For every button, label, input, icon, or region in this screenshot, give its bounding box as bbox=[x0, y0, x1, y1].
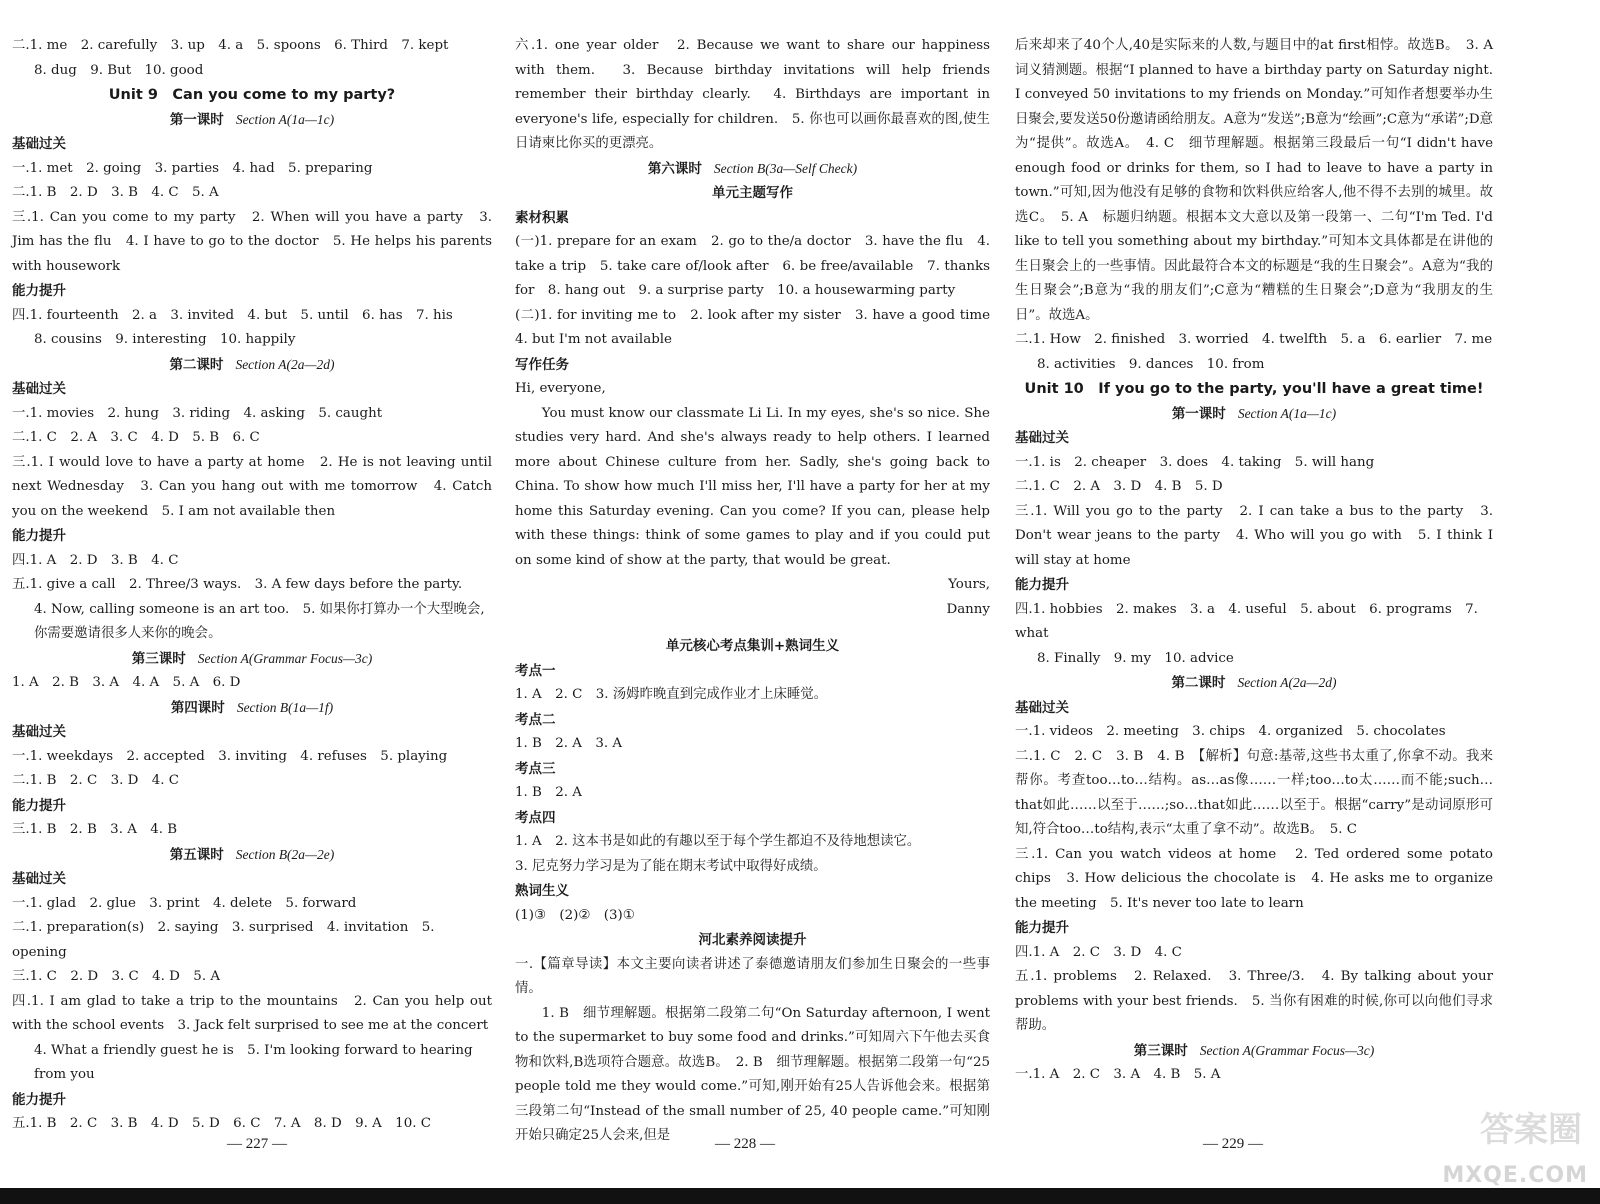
section-heading bbox=[1015, 916, 1493, 941]
line-text: 一.1. videos 2. meeting 3. chips 4. organized 5. chocolates bbox=[1015, 724, 1446, 739]
line-text: 四.1. A 2. D 3. B 4. C bbox=[12, 552, 179, 568]
answer-line bbox=[12, 598, 492, 647]
line-text: 能力提升 bbox=[1015, 920, 1069, 936]
answer-line bbox=[12, 769, 492, 794]
answer-line bbox=[12, 206, 492, 280]
line-text: 1. A 2. B 3. A 4. A 5. A 6. D bbox=[12, 675, 241, 690]
section-range: Section A(Grammar Focus—3c) bbox=[197, 650, 373, 666]
line-text: 3. 尼克努力学习是为了能在期末考试中取得好成绩。 bbox=[515, 858, 827, 874]
line-text: 第六课时 bbox=[647, 160, 702, 177]
answer-line bbox=[1015, 965, 1493, 1039]
line-text: 三.1. Can you come to my party 2. When will you have a party 3. Jim has the flu 4. I have to go to the doctor 5. He helps his parents with housework bbox=[12, 209, 492, 274]
answer-line bbox=[12, 990, 492, 1039]
section-heading bbox=[1015, 696, 1493, 721]
answer-line bbox=[515, 304, 1004, 353]
line-text: 一.1. glad 2. glue 3. print 4. delete 5. forward bbox=[12, 895, 357, 911]
answer-line bbox=[12, 892, 492, 917]
line-text: 河北素养阅读提升 bbox=[698, 932, 807, 948]
answer-line bbox=[515, 683, 990, 708]
section-heading bbox=[515, 928, 990, 953]
line-text: 二.1. preparation(s) 2. saying 3. surprised 4. invitation 5. opening bbox=[12, 920, 435, 960]
line-text: 四.1. fourteenth 2. a 3. invited 4. but 5. until 6. has 7. his bbox=[12, 307, 453, 323]
line-text: 基础过关 bbox=[12, 136, 66, 152]
line-text: 一.1. movies 2. hung 3. riding 4. asking 5. caught bbox=[12, 405, 383, 421]
answer-line bbox=[1015, 647, 1493, 672]
line-text: 基础过关 bbox=[12, 381, 66, 397]
answer-line bbox=[12, 34, 492, 59]
line-text: 能力提升 bbox=[12, 528, 66, 544]
column-left bbox=[12, 34, 492, 1137]
line-text: 二.1. C 2. A 3. C 4. D 5. B 6. C bbox=[12, 430, 260, 445]
answer-line bbox=[12, 402, 492, 427]
answer-line bbox=[1015, 475, 1493, 500]
page-number-228: — 228 — bbox=[715, 1136, 775, 1152]
lesson-heading bbox=[12, 647, 492, 672]
lesson-heading bbox=[515, 157, 990, 182]
answer-line bbox=[515, 781, 990, 806]
section-heading bbox=[515, 659, 990, 684]
answer-line bbox=[515, 953, 990, 1002]
answer-line bbox=[12, 59, 492, 84]
answer-line bbox=[12, 328, 492, 353]
line-text: 一.【篇章导读】本文主要向读者讲述了泰德邀请朋友们参加生日聚会的一些事情。 bbox=[515, 956, 990, 996]
watermark-logo bbox=[1403, 1110, 1588, 1188]
section-heading bbox=[12, 377, 492, 402]
page-number-227: — 227 — bbox=[227, 1136, 287, 1152]
answer-line bbox=[12, 965, 492, 990]
section-heading bbox=[1015, 573, 1493, 598]
unit-title bbox=[12, 83, 492, 108]
line-text: 四.1. I am glad to take a trip to the mountains 2. Can you help out with the school events 3. Jack felt surprised to see me at the concert bbox=[12, 993, 492, 1033]
paragraph bbox=[515, 1002, 990, 1149]
line-text: 二.1. me 2. carefully 3. up 4. a 5. spoons 6. Third 7. kept bbox=[12, 38, 449, 53]
line-text: 4. What a friendly guest he is 5. I'm looking forward to hearing from you bbox=[34, 1042, 473, 1082]
section-heading bbox=[12, 794, 492, 819]
line-text: 第三课时 bbox=[131, 650, 186, 667]
line-text: 三.1. B 2. B 3. A 4. B bbox=[12, 822, 178, 837]
answer-line bbox=[515, 904, 990, 929]
answer-line bbox=[515, 34, 990, 157]
line-text: (1)③ (2)② (3)① bbox=[515, 907, 635, 923]
section-heading bbox=[1015, 426, 1493, 451]
line-text: 第五课时 bbox=[169, 846, 224, 863]
line-text: 二.1. B 2. D 3. B 4. C 5. A bbox=[12, 185, 219, 200]
bottom-border bbox=[0, 1188, 1600, 1204]
column-middle bbox=[515, 34, 1004, 1149]
line-text: 素材积累 bbox=[515, 209, 569, 226]
answer-line bbox=[12, 304, 492, 329]
column-right bbox=[1015, 34, 1507, 1088]
signature-line bbox=[515, 598, 990, 623]
line-text: 第一课时 bbox=[1171, 405, 1226, 422]
line-text: Unit 9 Can you come to my party? bbox=[108, 87, 396, 103]
line-text: 基础过关 bbox=[12, 871, 66, 887]
line-text: 三.1. Can you watch videos at home 2. Ted ordered some potato chips 3. How delicious the chocolate is 4. He asks me to organize the meeting 5. It's never too late to learn bbox=[1015, 846, 1493, 911]
answer-line bbox=[515, 230, 990, 304]
section-heading bbox=[515, 206, 990, 231]
section-range: Section A(2a—2d) bbox=[1237, 675, 1337, 690]
line-text: 基础过关 bbox=[12, 724, 66, 740]
line-text: 五.1. problems 2. Relaxed. 3. Three/3. 4. By talking about your problems with your best friends. 5. 当你有困难的时候,你可以向他们寻求帮助。 bbox=[1015, 969, 1493, 1033]
section-heading bbox=[515, 634, 990, 659]
answer-line bbox=[12, 549, 492, 574]
section-heading bbox=[12, 524, 492, 549]
section-heading bbox=[12, 720, 492, 745]
line-text: 考点二 bbox=[515, 711, 556, 728]
lesson-heading bbox=[12, 696, 492, 721]
answer-line bbox=[12, 451, 492, 525]
unit-title bbox=[1015, 377, 1493, 402]
section-heading bbox=[515, 181, 990, 206]
line-text: 单元主题写作 bbox=[712, 185, 793, 201]
line-text: You must know our classmate Li Li. In my eyes, she's so nice. She studies very hard. And she's always ready to help others. I learned more about Chinese culture from her. Sadly, she's going back to China. To show how much I'll miss her, I'll have a party for her at my home this Saturday evening. Can you come? If you can, please help with these things: think of some games to play and if you could put on some kind of show at the party, that would be great. bbox=[515, 405, 990, 568]
line-text: Danny bbox=[946, 601, 990, 617]
section-range: Section B(1a—1f) bbox=[236, 699, 334, 715]
line-text: Unit 10 If you go to the party, you'll have a great time! bbox=[1024, 381, 1484, 397]
line-text: 二.1. How 2. finished 3. worried 4. twelfth 5. a 6. earlier 7. me bbox=[1015, 332, 1493, 347]
line-text: 考点四 bbox=[515, 809, 556, 826]
lesson-heading bbox=[12, 843, 492, 868]
answer-line bbox=[515, 855, 990, 880]
paragraph bbox=[515, 402, 990, 574]
answer-line bbox=[12, 745, 492, 770]
line-text: 三.1. Will you go to the party 2. I can take a bus to the party 3. Don't wear jeans to the party 4. Who will you go with 5. I think I will stay at home bbox=[1015, 503, 1493, 568]
answer-line bbox=[1015, 843, 1493, 917]
line-text: Hi, everyone, bbox=[515, 381, 606, 396]
line-text: 基础过关 bbox=[1015, 699, 1069, 716]
answer-line bbox=[1015, 500, 1493, 574]
section-heading bbox=[515, 708, 990, 733]
section-range: Section B(3a—Self Check) bbox=[713, 160, 858, 176]
line-text: 一.1. A 2. C 3. A 4. B 5. A bbox=[1015, 1067, 1221, 1082]
line-text: 1. B 细节理解题。根据第二段第二句“On Saturday afternoon, I went to the supermarket to buy some food and drinks.”可知周六下午他去买食物和饮料,B选项符合题意。故选B。 2. B 细节理解题。根据第二段第一句“25 people told me they would come.”可知,刚开始有25人告诉他会来。根据第三段第二句“Instead of the small number of 25, 40 people came.”可知刚开始只确定25人会来,但是 bbox=[515, 1005, 990, 1143]
line-text: 三.1. I would love to have a party at home 2. He is not leaving until next Wednesday 3. Can you hang out with me tomorrow 4. Catch you on the weekend 5. I am not available then bbox=[12, 454, 492, 519]
line-text: 四.1. hobbies 2. makes 3. a 4. useful 5. about 6. programs 7. what bbox=[1015, 601, 1478, 641]
line-text: 三.1. C 2. D 3. C 4. D 5. A bbox=[12, 969, 221, 984]
line-text: 第二课时 bbox=[1171, 675, 1226, 691]
line-text: 考点一 bbox=[515, 662, 556, 679]
section-range: Section A(Grammar Focus—3c) bbox=[1199, 1042, 1375, 1058]
line-text: 二.1. C 2. A 3. D 4. B 5. D bbox=[1015, 479, 1223, 494]
section-range: Section B(2a—2e) bbox=[235, 846, 335, 862]
line-text: 8. cousins 9. interesting 10. happily bbox=[34, 332, 296, 347]
section-range: Section A(2a—2d) bbox=[235, 356, 335, 372]
answer-line bbox=[1015, 720, 1493, 745]
lesson-heading bbox=[1015, 1039, 1493, 1064]
line-text: 1. B 2. A bbox=[515, 785, 582, 800]
answer-line bbox=[12, 671, 492, 696]
line-text: 基础过关 bbox=[1015, 430, 1069, 446]
answer-line bbox=[515, 377, 990, 402]
line-text: 4. Now, calling someone is an art too. 5. 如果你打算办一个大型晚会,你需要邀请很多人来你的晚会。 bbox=[34, 601, 485, 641]
line-text: 第三课时 bbox=[1133, 1042, 1188, 1059]
line-text: 1. A 2. C 3. 汤姆昨晚直到完成作业才上床睡觉。 bbox=[515, 687, 828, 702]
line-text: 1. A 2. 这本书是如此的有趣以至于每个学生都迫不及待地想读它。 bbox=[515, 834, 921, 849]
line-text: 写作任务 bbox=[515, 356, 569, 373]
line-text: 六.1. one year older 2. Because we want to share our happiness with them. 3. Because birthday invitations will help friends remember their birthday clearly. 4. Birthdays are important in everyone's life, especially for children. 5. 你也可以画你最喜欢的图,使生日请柬比你买的更漂亮。 bbox=[515, 38, 990, 151]
line-text: 能力提升 bbox=[12, 797, 66, 814]
line-text: 五.1. B 2. C 3. B 4. D 5. D 6. C 7. A 8. D 9. A 10. C bbox=[12, 1116, 431, 1131]
section-heading bbox=[12, 279, 492, 304]
answer-line bbox=[1015, 353, 1493, 378]
line-text: 8. activities 9. dances 10. from bbox=[1037, 356, 1265, 372]
lesson-heading bbox=[12, 353, 492, 378]
line-text: 第二课时 bbox=[169, 356, 224, 373]
signature-line bbox=[515, 573, 990, 598]
watermark-main-text: 答案圈 bbox=[1480, 1110, 1582, 1150]
section-heading bbox=[12, 132, 492, 157]
line-text: 1. B 2. A 3. A bbox=[515, 736, 623, 751]
answer-line bbox=[515, 622, 990, 634]
line-text: 第四课时 bbox=[170, 699, 225, 716]
answer-line bbox=[515, 830, 990, 855]
line-text: 能力提升 bbox=[12, 1091, 66, 1108]
line-text: 四.1. A 2. C 3. D 4. C bbox=[1015, 944, 1182, 960]
section-heading bbox=[515, 806, 990, 831]
line-text: 一.1. is 2. cheaper 3. does 4. taking 5. will hang bbox=[1015, 454, 1375, 470]
line-text: Yours, bbox=[948, 577, 990, 592]
section-heading bbox=[515, 353, 990, 378]
line-text: 能力提升 bbox=[12, 283, 66, 299]
answer-line bbox=[12, 573, 492, 598]
line-text: 第一课时 bbox=[169, 111, 224, 128]
section-heading bbox=[12, 1088, 492, 1113]
line-text: 熟词生义 bbox=[515, 883, 569, 899]
lesson-heading bbox=[12, 108, 492, 133]
lesson-heading bbox=[1015, 402, 1493, 427]
answer-line bbox=[1015, 941, 1493, 966]
section-heading bbox=[515, 757, 990, 782]
answer-line bbox=[1015, 451, 1493, 476]
line-text: 五.1. give a call 2. Three/3 ways. 3. A few days before the party. bbox=[12, 577, 463, 592]
line-text: 二.1. C 2. C 3. B 4. B 【解析】句意:基蒂,这些书太重了,你拿不动。我来帮你。考查too…to…结构。as…as像……一样;too…to太……而不能;such…that如此……以至于……;so…that如此……以至于。根据“carry”是动词原形可知,符合too…to结构,表示“太重了拿不动”。故选B。 5. C bbox=[1015, 748, 1493, 837]
answer-line bbox=[12, 1039, 492, 1088]
line-text: 后来却来了40个人,40是实际来的人数,与题目中的at first相悖。故选B。 3. A 词义猜测题。根据“I planned to have a birthday party on Saturday night. I conveyed 50 invitations to my friends on Monday.”可知作者想要举办生日聚会,要发送50份邀请函给朋友。A意为“发送”;B意为“绘画”;C意为“承诺”;D意为“提供”。故选A。 4. C 细节理解题。根据第三段最后一句“I didn't have enough food or drinks for them, so I had to leave to have a party in town.”可知,因为他没有足够的食物和饮料供应给客人,他不得不去别的城里。故选C。 5. A 标题归纳题。根据本文大意以及第一段第一、二句“I'm Ted. I'd like to tell you something about my birthday.”可知本文具体都是在讲他的生日聚会上的一些事情。因此最符合本文的标题是“我的生日聚会”。A意为“我的生日聚会”;B意为“我的朋友们”;C意为“糟糕的生日聚会”;D意为“我朋友的生日”。故选A。 bbox=[1015, 38, 1507, 323]
answer-line bbox=[12, 818, 492, 843]
line-text: 能力提升 bbox=[1015, 577, 1069, 593]
line-text: 考点三 bbox=[515, 760, 556, 777]
answer-line bbox=[12, 916, 492, 965]
section-heading bbox=[515, 879, 990, 904]
line-text: 8. dug 9. But 10. good bbox=[34, 62, 204, 78]
answer-line bbox=[12, 157, 492, 182]
line-text: 二.1. B 2. C 3. D 4. C bbox=[12, 773, 180, 788]
answer-line bbox=[1015, 1063, 1493, 1088]
answer-line bbox=[12, 426, 492, 451]
lesson-heading bbox=[1015, 671, 1493, 696]
section-heading bbox=[12, 867, 492, 892]
line-text: 一.1. met 2. going 3. parties 4. had 5. preparing bbox=[12, 160, 373, 176]
answer-line bbox=[12, 181, 492, 206]
answer-line bbox=[1015, 745, 1493, 843]
answer-line bbox=[1015, 598, 1493, 647]
line-text: (二)1. for inviting me to 2. look after my sister 3. have a good time 4. but I'm not available bbox=[515, 307, 1004, 347]
line-text: 8. Finally 9. my 10. advice bbox=[1037, 650, 1234, 666]
line-text: (一)1. prepare for an exam 2. go to the/a doctor 3. have the flu 4. take a trip 5. take care of/look after 6. be free/available 7. thanks for 8. hang out 9. a surprise party 10. a housewarming party bbox=[515, 234, 990, 298]
section-range: Section A(1a—1c) bbox=[235, 111, 335, 127]
answer-line bbox=[1015, 34, 1507, 328]
page-number-229: — 229 — bbox=[1203, 1136, 1263, 1152]
section-range: Section A(1a—1c) bbox=[1237, 405, 1337, 421]
line-text: 单元核心考点集训+熟词生义 bbox=[665, 638, 840, 654]
line-text: 一.1. weekdays 2. accepted 3. inviting 4. refuses 5. playing bbox=[12, 748, 448, 764]
watermark-site-text: MXQE.COM bbox=[1442, 1162, 1588, 1188]
answer-line bbox=[515, 732, 990, 757]
answer-line bbox=[1015, 328, 1493, 353]
